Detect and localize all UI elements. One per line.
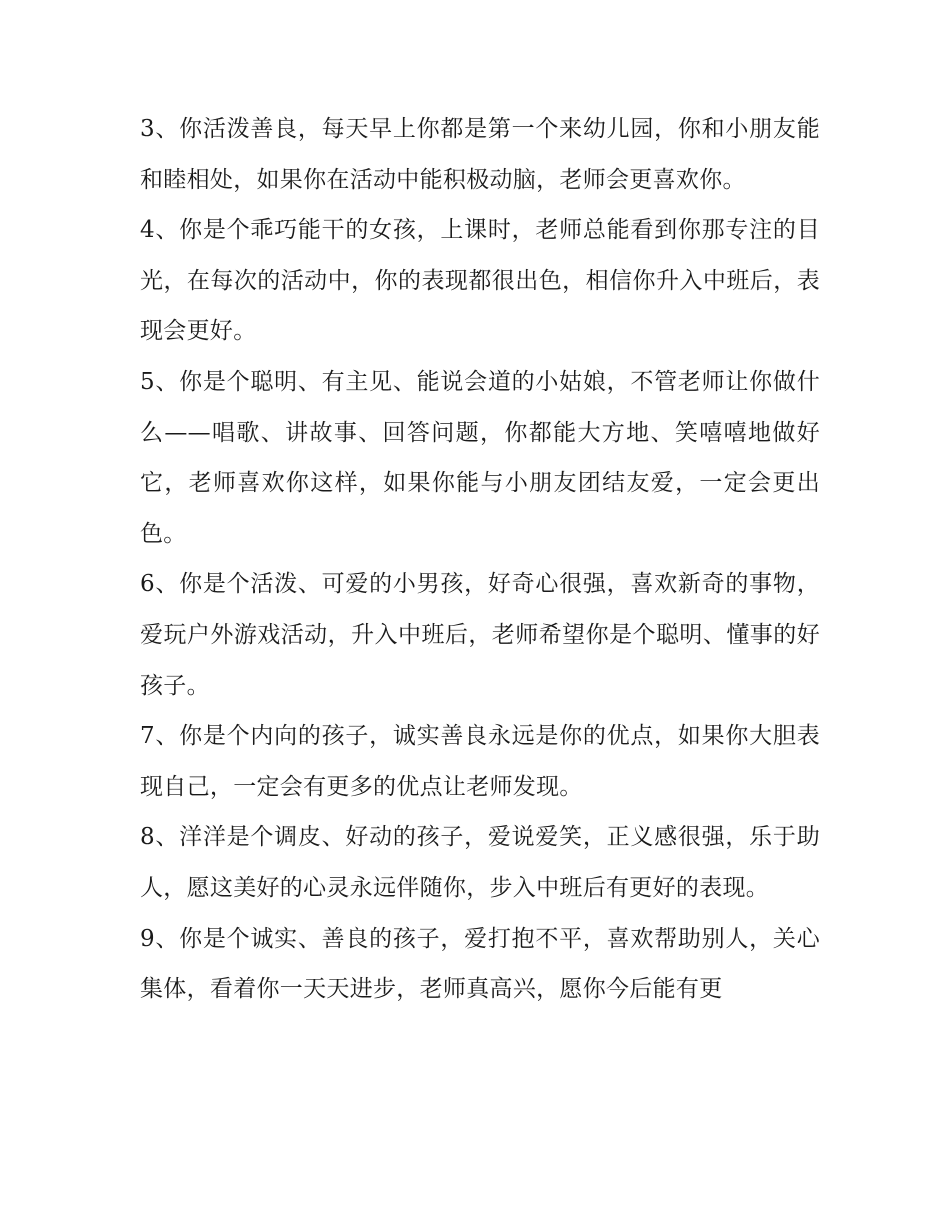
paragraph-comment-4: 4、你是个乖巧能干的女孩，上课时，老师总能看到你那专注的目光，在每次的活动中，你的表现都很出色，相信你升入中班后，表现会更好。 <box>140 217 820 345</box>
paragraph-comment-8: 8、洋洋是个调皮、好动的孩子，爱说爱笑，正义感很强，乐于助人，愿这美好的心灵永远伴随你，步入中班后有更好的表现。 <box>140 824 820 901</box>
paragraph-comment-9: 9、你是个诚实、善良的孩子，爱打抱不平，喜欢帮助别人，关心集体，看着你一天天进步，老师真高兴，愿你今后能有更 <box>140 925 820 1003</box>
document-body <box>140 104 820 1015</box>
paragraph-comment-6: 6、你是个活泼、可爱的小男孩，好奇心很强，喜欢新奇的事物，爱玩户外游戏活动，升入中班后，老师希望你是个聪明、懂事的好孩子。 <box>140 571 820 699</box>
paragraph-comment-5: 5、你是个聪明、有主见、能说会道的小姑娘，不管老师让你做什么——唱歌、讲故事、回答问题，你都能大方地、笑嘻嘻地做好它，老师喜欢你这样，如果你能与小朋友团结友爱，一定会更出色。 <box>140 368 820 547</box>
paragraph-comment-7: 7、你是个内向的孩子，诚实善良永远是你的优点，如果你大胆表现自己，一定会有更多的优点让老师发现。 <box>140 723 820 800</box>
paragraph-comment-3: 3、你活泼善良，每天早上你都是第一个来幼儿园，你和小朋友能和睦相处，如果你在活动中能积极动脑，老师会更喜欢你。 <box>140 116 820 193</box>
